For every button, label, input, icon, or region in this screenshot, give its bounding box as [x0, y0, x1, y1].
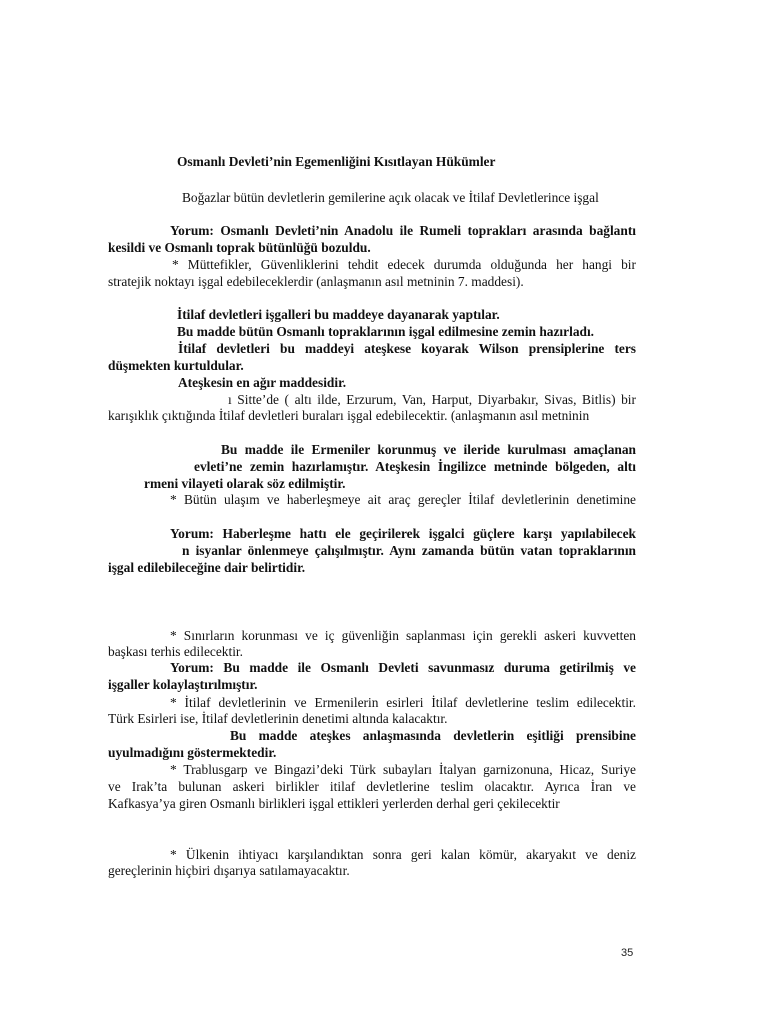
- text-line: ı Sitte’de ( altı ilde, Erzurum, Van, Harput, Diyarbakır, Sivas, Bitlis) bir: [228, 392, 636, 407]
- text-line: Bu madde ateşkes anlaşmasında devletlerin eşitliği prensibine: [230, 728, 636, 743]
- text-line: düşmekten kurtuldular.: [108, 358, 244, 373]
- text-line: * Sınırların korunması ve iç güvenliğin saplanması için gerekli askeri kuvvetten: [170, 628, 636, 643]
- text-line: rmeni vilayeti olarak söz edilmiştir.: [144, 476, 346, 491]
- text-line: evleti’ne zemin hazırlamıştır. Ateşkesin İngilizce metninde bölgeden, altı: [194, 459, 636, 474]
- text-line: * Müttefikler, Güvenliklerini tehdit edecek durumda olduğunda her hangi bir: [172, 257, 636, 272]
- text-line: kesildi ve Osmanlı toprak bütünlüğü bozuldu.: [108, 240, 371, 255]
- text-line: Kafkasya’ya giren Osmanlı birlikleri işgal ettikleri yerlerden derhal geri çekilecektir: [108, 796, 560, 811]
- text-line: * Ülkenin ihtiyacı karşılandıktan sonra geri kalan kömür, akaryakıt ve deniz: [170, 847, 636, 862]
- text-line: Ateşkesin en ağır maddesidir.: [178, 375, 347, 390]
- text-line: Bu madde ile Ermeniler korunmuş ve ileride kurulması amaçlanan: [221, 442, 636, 457]
- text-line: n isyanlar önlenmeye çalışılmıştır. Aynı zamanda bütün vatan topraklarının: [182, 543, 636, 558]
- text-line: işgaller kolaylaştırılmıştır.: [108, 677, 258, 692]
- text-line: işgal edilebileceğine dair belirtidir.: [108, 560, 306, 575]
- text-line: * Bütün ulaşım ve haberleşmeye ait araç gereçler İtilaf devletlerinin denetimine: [170, 492, 636, 507]
- text-line: Bu madde bütün Osmanlı topraklarının işgal edilmesine zemin hazırladı.: [177, 324, 595, 339]
- text-line: ve Irak’ta bulunan askeri birlikler itilaf devletlerine teslim olacaktır. Ayrıca İran ve: [108, 779, 636, 794]
- text-line: başkası terhis edilecektir.: [108, 644, 243, 659]
- text-line: gereçlerinin hiçbiri dışarıya satılamayacaktır.: [108, 863, 350, 878]
- text-line: İtilaf devletleri bu maddeyi ateşkese koyarak Wilson prensiplerine ters: [178, 341, 636, 356]
- text-line: Türk Esirleri ise, İtilaf devletlerinin denetimi altında kalacaktır.: [108, 711, 448, 726]
- text-line: İtilaf devletleri işgalleri bu maddeye dayanarak yaptılar.: [177, 307, 500, 322]
- text-line: karışıklık çıktığında İtilaf devletleri buraları işgal edebilecektir. (anlaşmanın asıl metninin: [108, 408, 590, 423]
- text-line: Boğazlar bütün devletlerin gemilerine açık olacak ve İtilaf Devletlerince işgal: [182, 190, 599, 205]
- text-line: uyulmadığını göstermektedir.: [108, 745, 277, 760]
- text-line: Yorum: Bu madde ile Osmanlı Devleti savunmasız duruma getirilmiş ve: [170, 660, 636, 675]
- text-line: Yorum: Osmanlı Devleti’nin Anadolu ile Rumeli toprakları arasında bağlantı: [170, 223, 636, 238]
- page-heading: Osmanlı Devleti’nin Egemenliğini Kısıtlayan Hükümler: [177, 154, 496, 169]
- text-line: Yorum: Haberleşme hattı ele geçirilerek işgalci güçlere karşı yapılabilecek: [170, 526, 636, 541]
- text-line: * Trablusgarp ve Bingazi’deki Türk subayları İtalyan garnizonuna, Hicaz, Suriye: [170, 762, 636, 777]
- text-line: * İtilaf devletlerinin ve Ermenilerin esirleri İtilaf devletlerine teslim edilecektir.: [170, 695, 636, 710]
- page-number: 35: [621, 947, 634, 959]
- text-line: stratejik noktayı işgal edebileceklerdir (anlaşmanın asıl metninin 7. maddesi).: [108, 274, 524, 289]
